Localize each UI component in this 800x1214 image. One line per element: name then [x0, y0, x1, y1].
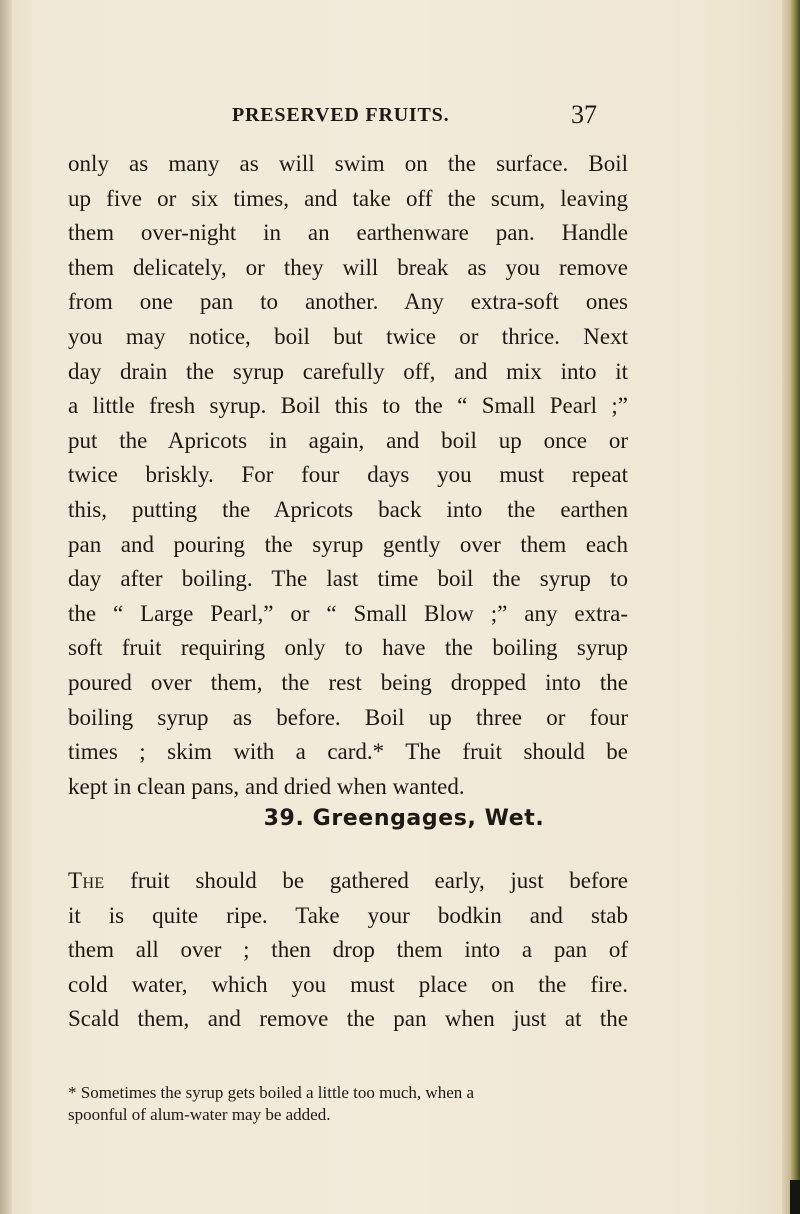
paragraph-greengages: [68, 864, 628, 1037]
text-line: Scald them, and remove the pan when just at the: [68, 1006, 628, 1032]
text-line: soft fruit requiring only to have the boiling syrup: [68, 635, 628, 661]
section-heading: 39. Greengages, Wet.: [263, 806, 545, 831]
running-head: PRESERVED FRUITS.: [232, 104, 450, 126]
text-line: this, putting the Apricots back into the earthen: [68, 496, 628, 522]
paragraph-apricots: [68, 147, 628, 804]
text-line: only as many as will swim on the surface. Boil: [68, 151, 628, 176]
text-line: them over-night in an earthenware pan. Handle: [68, 220, 628, 246]
text-line: kept in clean pans, and dried when wanted.: [68, 773, 465, 799]
drop-word: The: [68, 868, 105, 893]
page-right-edge-dark-corner: [790, 1180, 800, 1214]
text-line: the “ Large Pearl,” or “ Small Blow ;” any extra-: [68, 600, 628, 626]
text-line: a little fresh syrup. Boil this to the “ Small Pearl ;”: [68, 393, 628, 419]
page-gutter-shadow: [0, 0, 12, 1214]
text-line: them all over ; then drop them into a pan of: [68, 937, 628, 963]
footnote-line: spoonful of alum-water may be added.: [68, 1105, 331, 1124]
text-line: poured over them, the rest being dropped into the: [68, 669, 628, 695]
page-right-edge: [782, 0, 800, 1214]
page-number: 37: [571, 100, 597, 129]
footnote: [68, 1082, 628, 1126]
text-line: day after boiling. The last time boil the syrup to: [68, 566, 628, 592]
text-line: cold water, which you must place on the fire.: [68, 971, 628, 997]
text-line: boiling syrup as before. Boil up three or four: [68, 704, 628, 730]
footnote-line: * Sometimes the syrup gets boiled a little too much, when a: [68, 1083, 475, 1102]
page-header: [0, 100, 800, 134]
text-line: times ; skim with a card.* The fruit should be: [68, 739, 628, 765]
text-line: you may notice, boil but twice or thrice. Next: [68, 323, 628, 349]
text-line: twice briskly. For four days you must repeat: [68, 462, 628, 488]
text-line: put the Apricots in again, and boil up once or: [68, 427, 628, 453]
text-line: from one pan to another. Any extra-soft ones: [68, 289, 628, 315]
text-line: [68, 864, 628, 899]
text-line-rest: fruit should be gathered early, just before: [130, 868, 629, 893]
text-line: pan and pouring the syrup gently over them each: [68, 531, 628, 557]
text-line: them delicately, or they will break as you remove: [68, 254, 628, 280]
text-line: day drain the syrup carefully off, and mix into it: [68, 358, 628, 384]
text-line: it is quite ripe. Take your bodkin and stab: [68, 902, 628, 928]
text-line: up five or six times, and take off the scum, leaving: [68, 185, 628, 211]
